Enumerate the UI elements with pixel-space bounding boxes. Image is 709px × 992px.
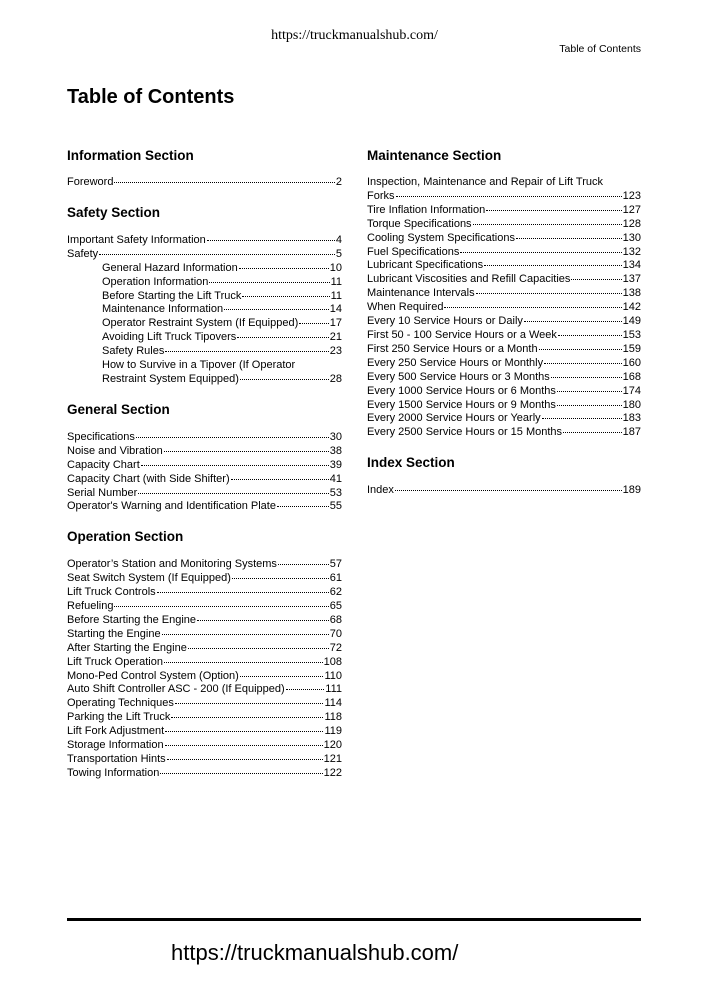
- toc-entry-text: Operator’s Station and Monitoring Systems: [67, 558, 277, 571]
- toc-entry-page: 70: [329, 627, 342, 640]
- toc-entry-text: Refueling: [67, 600, 114, 613]
- toc-entry[interactable]: [67, 656, 342, 670]
- toc-entry-text: After Starting the Engine: [67, 641, 187, 654]
- toc-entry-text: Fuel Specifications: [367, 245, 460, 258]
- dot-leader: [557, 391, 622, 392]
- toc-entry-text: Every 2500 Service Hours or 15 Months: [367, 426, 563, 439]
- toc-entry-page: 5: [335, 247, 342, 260]
- toc-entry[interactable]: [67, 628, 342, 642]
- dot-leader: [237, 337, 328, 338]
- toc-entry[interactable]: [67, 725, 342, 739]
- dot-leader: [209, 282, 329, 283]
- toc-entry[interactable]: [367, 218, 641, 232]
- toc-entry[interactable]: [367, 426, 641, 440]
- dot-leader: [277, 506, 329, 507]
- dot-leader: [207, 240, 335, 241]
- toc-entry-multiline[interactable]: [367, 176, 641, 204]
- toc-entry[interactable]: [367, 357, 641, 371]
- toc-entry-page: 57: [329, 558, 342, 571]
- toc-entry-text: Storage Information: [67, 739, 164, 752]
- section-title-operation: Operation Section: [67, 529, 184, 545]
- toc-entry[interactable]: [367, 232, 641, 246]
- toc-entry-page: 23: [329, 345, 342, 358]
- toc-entry-page: 132: [622, 245, 641, 258]
- toc-entry-text: Lubricant Viscosities and Refill Capacities: [367, 273, 571, 286]
- toc-entry-page: 118: [324, 711, 342, 724]
- toc-entry-page: 4: [335, 233, 342, 246]
- toc-entry-page: 39: [329, 458, 342, 471]
- dot-leader: [542, 418, 622, 419]
- toc-entry-text: Every 10 Service Hours or Daily: [367, 315, 523, 328]
- toc-entry[interactable]: [67, 642, 342, 656]
- toc-entry-page: 114: [324, 697, 342, 710]
- toc-entry-page: 14: [329, 303, 342, 316]
- dot-leader: [444, 307, 621, 308]
- toc-entry-page: 62: [329, 586, 342, 599]
- toc-entry-text: Tire Inflation Information: [367, 203, 486, 216]
- operation-section: [67, 527, 342, 781]
- toc-entry-text-line1: Inspection, Maintenance and Repair of Lift Truck: [367, 176, 604, 188]
- toc-subentry[interactable]: [67, 331, 342, 345]
- toc-entry-text: Lift Truck Operation: [67, 655, 163, 668]
- toc-entry[interactable]: [67, 753, 342, 767]
- safety-section: [67, 203, 342, 387]
- dot-leader: [162, 634, 329, 635]
- toc-entry-text: Lift Fork Adjustment: [67, 725, 165, 738]
- toc-entry-text-line2: Forks: [367, 189, 395, 202]
- dot-leader: [165, 351, 328, 352]
- toc-entry-text: Operator Restraint System (If Equipped): [102, 317, 299, 330]
- toc-entry[interactable]: [67, 558, 342, 572]
- toc-entry-page: 17: [329, 317, 342, 330]
- toc-entry-page: 55: [329, 500, 342, 513]
- right-column: [367, 146, 641, 498]
- toc-entry-text: Before Starting the Lift Truck: [102, 289, 242, 302]
- toc-entry-text: Torque Specifications: [367, 217, 472, 230]
- dot-leader: [460, 252, 621, 253]
- toc-entry-text: General Hazard Information: [102, 261, 238, 274]
- toc-entry[interactable]: [67, 670, 342, 684]
- toc-entry-text: Every 2000 Service Hours or Yearly: [367, 412, 541, 425]
- toc-entry[interactable]: [67, 614, 342, 628]
- toc-entry-text: Safety: [67, 247, 99, 260]
- dot-leader: [197, 620, 329, 621]
- toc-entry-text: Avoiding Lift Truck Tipovers: [102, 331, 237, 344]
- toc-entry-page: 72: [329, 641, 342, 654]
- toc-entry-text: Serial Number: [67, 486, 138, 499]
- maintenance-section: [367, 146, 641, 440]
- toc-entry[interactable]: [367, 385, 641, 399]
- dot-leader: [232, 578, 329, 579]
- dot-leader: [165, 731, 323, 732]
- toc-entry-page: 137: [622, 273, 641, 286]
- toc-entry-text: Lift Truck Controls: [67, 586, 156, 599]
- toc-entry-text: Before Starting the Engine: [67, 613, 197, 626]
- toc-entry-text: Maintenance Intervals: [367, 287, 475, 300]
- index-section: [367, 453, 641, 498]
- toc-entry-text: Cooling System Specifications: [367, 231, 515, 244]
- toc-entry-text: Every 250 Service Hours or Monthly: [367, 356, 544, 369]
- toc-entry-page: 128: [622, 217, 641, 230]
- toc-entry[interactable]: [367, 273, 641, 287]
- dot-leader: [286, 689, 325, 690]
- toc-entry-page: 61: [329, 572, 342, 585]
- dot-leader: [231, 479, 329, 480]
- dot-leader: [539, 349, 622, 350]
- toc-entry-page: 111: [325, 683, 342, 696]
- dot-leader: [160, 773, 322, 774]
- dot-leader: [114, 606, 328, 607]
- dot-leader: [138, 493, 328, 494]
- toc-entry-page: 142: [622, 301, 641, 314]
- dot-leader: [136, 437, 329, 438]
- dot-leader: [157, 592, 329, 593]
- toc-entry[interactable]: [67, 572, 342, 586]
- dot-leader: [557, 405, 622, 406]
- toc-entry-page: 11: [330, 275, 342, 288]
- toc-entry-text: First 50 - 100 Service Hours or a Week: [367, 328, 557, 341]
- toc-entry-page: 138: [622, 287, 641, 300]
- page-title: Table of Contents: [67, 86, 235, 108]
- toc-entry-page: 121: [323, 753, 342, 765]
- toc-entry-page: 53: [329, 486, 342, 499]
- dot-leader: [171, 717, 323, 718]
- toc-entry-page: 160: [622, 356, 641, 369]
- toc-entry[interactable]: [67, 459, 342, 473]
- toc-entry-text-line2: Restraint System Equipped): [102, 372, 239, 385]
- toc-entry-page: 153: [622, 328, 641, 341]
- toc-subentry[interactable]: [67, 345, 342, 359]
- toc-subentry[interactable]: [67, 317, 342, 331]
- dot-leader: [544, 363, 622, 364]
- toc-entry[interactable]: [67, 711, 342, 725]
- dot-leader: [224, 309, 329, 310]
- dot-leader: [164, 451, 329, 452]
- toc-entry-text: Maintenance Information: [102, 303, 224, 316]
- toc-entry-page: 2: [335, 176, 342, 188]
- toc-entry-text: Safety Rules: [102, 345, 165, 358]
- toc-entry-text: When Required: [367, 301, 444, 314]
- dot-leader: [141, 465, 329, 466]
- toc-entry-page: 189: [622, 484, 641, 497]
- toc-entry-page: 122: [323, 766, 342, 779]
- toc-entry-page: 21: [329, 331, 342, 344]
- toc-entry-text: Mono-Ped Control System (Option): [67, 669, 239, 682]
- toc-entry[interactable]: [367, 287, 641, 301]
- toc-entry-page: 38: [329, 444, 342, 457]
- toc-entry-text: Every 1000 Service Hours or 6 Months: [367, 384, 556, 397]
- toc-entry-page: 30: [329, 430, 342, 443]
- toc-entry-text: Specifications: [67, 430, 135, 443]
- toc-entry-page: 65: [329, 600, 342, 613]
- toc-entry[interactable]: [367, 399, 641, 413]
- dot-leader: [473, 224, 622, 225]
- dot-leader: [99, 254, 335, 255]
- toc-entry-text-line1: How to Survive in a Tipover (If Operator: [102, 359, 296, 372]
- running-head: Table of Contents: [559, 43, 641, 55]
- toc-entry-text: First 250 Service Hours or a Month: [367, 342, 538, 355]
- section-title-safety: Safety Section: [67, 204, 161, 220]
- toc-entry-text: Operator's Warning and Identification Plate: [67, 500, 276, 513]
- toc-subentry[interactable]: [67, 262, 342, 276]
- bottom-url[interactable]: https://truckmanualshub.com/: [171, 940, 459, 965]
- toc-entry-page: 183: [622, 412, 641, 425]
- dot-leader: [164, 662, 323, 663]
- toc-entry-page: 10: [329, 261, 342, 274]
- toc-entry[interactable]: [367, 301, 641, 315]
- toc-entry-text: Lubricant Specifications: [367, 259, 484, 272]
- toc-entry-text: Parking the Lift Truck: [67, 711, 171, 724]
- toc-entry[interactable]: [367, 343, 641, 357]
- dot-leader: [486, 210, 621, 211]
- footer-rule: [67, 918, 641, 921]
- toc-entry-page: 68: [329, 613, 342, 626]
- toc-entry-text: Foreword: [67, 176, 114, 188]
- toc-subentry-multiline[interactable]: [67, 359, 342, 387]
- dot-leader: [114, 182, 334, 183]
- toc-entry-text: Seat Switch System (If Equipped): [67, 572, 231, 585]
- toc-entry-page: 110: [324, 669, 342, 682]
- toc-subentry[interactable]: [67, 303, 342, 317]
- toc-entry[interactable]: [67, 739, 342, 753]
- toc-entry-text: Every 1500 Service Hours or 9 Months: [367, 398, 556, 411]
- information-section: [67, 146, 342, 190]
- dot-leader: [484, 265, 621, 266]
- toc-entry-page: 11: [330, 289, 342, 302]
- dot-leader: [240, 676, 324, 677]
- section-title-general: General Section: [67, 401, 170, 417]
- toc-entry[interactable]: [67, 176, 342, 190]
- dot-leader: [239, 268, 329, 269]
- toc-entry[interactable]: [67, 487, 342, 501]
- toc-entry-text: Transportation Hints: [67, 753, 166, 765]
- dot-leader: [175, 703, 324, 704]
- toc-entry[interactable]: [367, 484, 641, 498]
- dot-leader: [476, 293, 622, 294]
- toc-entry[interactable]: [367, 246, 641, 260]
- toc-entry-page: 108: [323, 655, 342, 668]
- toc-entry[interactable]: [67, 600, 342, 614]
- toc-entry-text: Every 500 Service Hours or 3 Months: [367, 370, 550, 383]
- dot-leader: [240, 379, 329, 380]
- toc-entry-text: Towing Information: [67, 766, 160, 779]
- dot-leader: [563, 432, 622, 433]
- toc-entry[interactable]: [367, 412, 641, 426]
- dot-leader: [167, 759, 323, 760]
- toc-entry-page: 187: [622, 426, 641, 439]
- section-title-maintenance: Maintenance Section: [367, 148, 502, 163]
- toc-entry[interactable]: [367, 371, 641, 385]
- toc-entry[interactable]: [67, 683, 342, 697]
- toc-entry-page: 174: [622, 384, 641, 397]
- toc-entry-page: 134: [622, 259, 641, 272]
- section-title-information: Information Section: [67, 148, 194, 163]
- toc-subentry[interactable]: [67, 276, 342, 290]
- toc-entry-page: 180: [622, 398, 641, 411]
- toc-entry-page: 28: [329, 372, 342, 385]
- toc-entry[interactable]: [367, 329, 641, 343]
- toc-entry-text: Starting the Engine: [67, 627, 161, 640]
- dot-leader: [524, 321, 622, 322]
- dot-leader: [165, 745, 323, 746]
- left-column: [67, 146, 342, 781]
- toc-entry-text: Operation Information: [102, 275, 209, 288]
- toc-entry-page: 168: [622, 370, 641, 383]
- toc-entry-page: 41: [329, 472, 342, 485]
- toc-entry[interactable]: [67, 445, 342, 459]
- dot-leader: [396, 196, 622, 197]
- dot-leader: [571, 279, 621, 280]
- toc-entry-page: 120: [323, 739, 342, 752]
- dot-leader: [299, 323, 329, 324]
- general-section: [67, 400, 342, 514]
- toc-entry-page: 123: [622, 189, 641, 202]
- toc-entry[interactable]: [67, 586, 342, 600]
- dot-leader: [558, 335, 622, 336]
- toc-entry[interactable]: [367, 204, 641, 218]
- dot-leader: [242, 296, 329, 297]
- dot-leader: [516, 238, 622, 239]
- toc-entry-text: Noise and Vibration: [67, 444, 163, 457]
- toc-entry[interactable]: [367, 259, 641, 273]
- toc-entry[interactable]: [67, 767, 342, 781]
- toc-entry-text: Important Safety Information: [67, 233, 206, 246]
- dot-leader: [395, 490, 622, 491]
- toc-entry-text: Auto Shift Controller ASC - 200 (If Equipped): [67, 683, 285, 696]
- toc-subentry[interactable]: [67, 290, 342, 304]
- toc-entry[interactable]: [67, 234, 342, 248]
- toc-entry-page: 127: [622, 203, 641, 216]
- toc-entry-text: Capacity Chart: [67, 458, 140, 471]
- dot-leader: [188, 648, 329, 649]
- toc-entry[interactable]: [67, 248, 342, 262]
- toc-entry[interactable]: [67, 697, 342, 711]
- toc-entry-page: 159: [622, 342, 641, 355]
- toc-entry[interactable]: [67, 431, 342, 445]
- toc-entry-page: 149: [622, 315, 641, 328]
- section-title-index: Index Section: [367, 455, 455, 471]
- toc-entry-page: 119: [324, 725, 342, 738]
- toc-entry-text: Index: [367, 484, 394, 497]
- toc-entry-text: Capacity Chart (with Side Shifter): [67, 472, 230, 485]
- toc-entry[interactable]: [367, 315, 641, 329]
- dot-leader: [551, 377, 622, 378]
- toc-entry[interactable]: [67, 500, 342, 514]
- toc-entry-text: Operating Techniques: [67, 697, 174, 710]
- toc-entry-page: 130: [622, 231, 641, 244]
- top-url[interactable]: https://truckmanualshub.com/: [271, 28, 438, 43]
- toc-entry[interactable]: [67, 473, 342, 487]
- dot-leader: [278, 564, 329, 565]
